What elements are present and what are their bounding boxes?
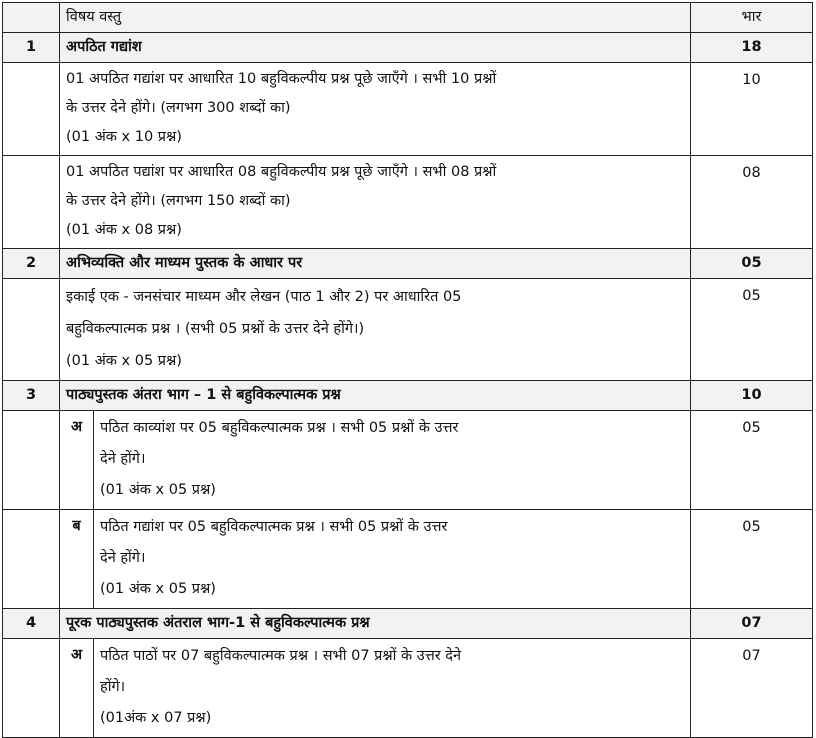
- item-weight: 08: [691, 156, 813, 249]
- section-title: पाठ्यपुस्तक अंतरा भाग – 1 से बहुविकल्पात्मक प्रश्न: [60, 381, 691, 411]
- item-label: ब: [60, 510, 94, 609]
- item-line: इकाई एक - जनसंचार माध्यम और लेखन (पाठ 1 और 2) पर आधारित 05: [66, 289, 462, 305]
- item-marks: (01 अंक x 10 प्रश्न): [66, 129, 182, 145]
- item-row: [3, 510, 813, 609]
- item-description: [94, 411, 691, 510]
- item-line: पठित गद्यांश पर 05 बहुविकल्पात्मक प्रश्न । सभी 05 प्रश्नों के उत्तर: [100, 519, 448, 535]
- section-number: 4: [3, 609, 60, 639]
- item-line: के उत्तर देने होंगे। (लगभग 150 शब्दों का): [66, 193, 291, 209]
- item-description: [60, 156, 691, 249]
- section-number: 1: [3, 33, 60, 63]
- item-marks: (01 अंक x 05 प्रश्न): [100, 581, 216, 597]
- item-line: पठित काव्यांश पर 05 बहुविकल्पात्मक प्रश्न । सभी 05 प्रश्नों के उत्तर: [100, 420, 459, 436]
- header-num-cell: [3, 3, 60, 33]
- empty-cell: [3, 63, 60, 156]
- item-description: [60, 279, 691, 381]
- item-line: देने होंगे।: [100, 550, 146, 566]
- item-label: अ: [60, 411, 94, 510]
- item-weight: 07: [691, 639, 813, 738]
- item-line: 01 अपठित पद्यांश पर आधारित 08 बहुविकल्पीय प्रश्न पूछे जाएँगे । सभी 08 प्रश्नों: [66, 164, 497, 180]
- header-weight: भार: [691, 3, 813, 33]
- item-label: अ: [60, 639, 94, 738]
- item-line: के उत्तर देने होंगे। (लगभग 300 शब्दों का): [66, 100, 291, 116]
- item-marks: (01अंक x 07 प्रश्न): [100, 710, 212, 726]
- empty-cell: [3, 156, 60, 249]
- section-title: अपठित गद्यांश: [60, 33, 691, 63]
- section-row: [3, 381, 813, 411]
- item-marks: (01 अंक x 05 प्रश्न): [66, 353, 182, 369]
- item-line: बहुविकल्पात्मक प्रश्न । (सभी 05 प्रश्नों के उत्तर देने होंगे।): [66, 321, 365, 337]
- item-line: 01 अपठित गद्यांश पर आधारित 10 बहुविकल्पीय प्रश्न पूछे जाएँगे । सभी 10 प्रश्नों: [66, 71, 497, 87]
- section-number: 3: [3, 381, 60, 411]
- syllabus-table: [2, 2, 813, 738]
- item-description: [60, 63, 691, 156]
- section-row: [3, 609, 813, 639]
- item-row: [3, 639, 813, 738]
- item-row: [3, 279, 813, 381]
- empty-cell: [3, 639, 60, 738]
- empty-cell: [3, 279, 60, 381]
- header-row: [3, 3, 813, 33]
- item-line: देने होंगे।: [100, 451, 146, 467]
- section-weight: 10: [691, 381, 813, 411]
- item-row: [3, 411, 813, 510]
- section-row: [3, 33, 813, 63]
- empty-cell: [3, 510, 60, 609]
- header-subject: विषय वस्तु: [60, 3, 691, 33]
- section-title: पूरक पाठ्यपुस्तक अंतराल भाग-1 से बहुविकल्पात्मक प्रश्न: [60, 609, 691, 639]
- item-description: [94, 639, 691, 738]
- item-row: [3, 156, 813, 249]
- section-weight: 07: [691, 609, 813, 639]
- item-weight: 10: [691, 63, 813, 156]
- section-number: 2: [3, 249, 60, 279]
- item-marks: (01 अंक x 05 प्रश्न): [100, 482, 216, 498]
- item-weight: 05: [691, 510, 813, 609]
- item-line: पठित पाठों पर 07 बहुविकल्पात्मक प्रश्न । सभी 07 प्रश्नों के उत्तर देने: [100, 648, 462, 664]
- item-weight: 05: [691, 279, 813, 381]
- section-title: अभिव्यक्ति और माध्यम पुस्तक के आधार पर: [60, 249, 691, 279]
- item-row: [3, 63, 813, 156]
- item-line: होंगे।: [100, 679, 126, 695]
- item-weight: 05: [691, 411, 813, 510]
- section-row: [3, 249, 813, 279]
- empty-cell: [3, 411, 60, 510]
- item-marks: (01 अंक x 08 प्रश्न): [66, 222, 182, 238]
- section-weight: 05: [691, 249, 813, 279]
- item-description: [94, 510, 691, 609]
- section-weight: 18: [691, 33, 813, 63]
